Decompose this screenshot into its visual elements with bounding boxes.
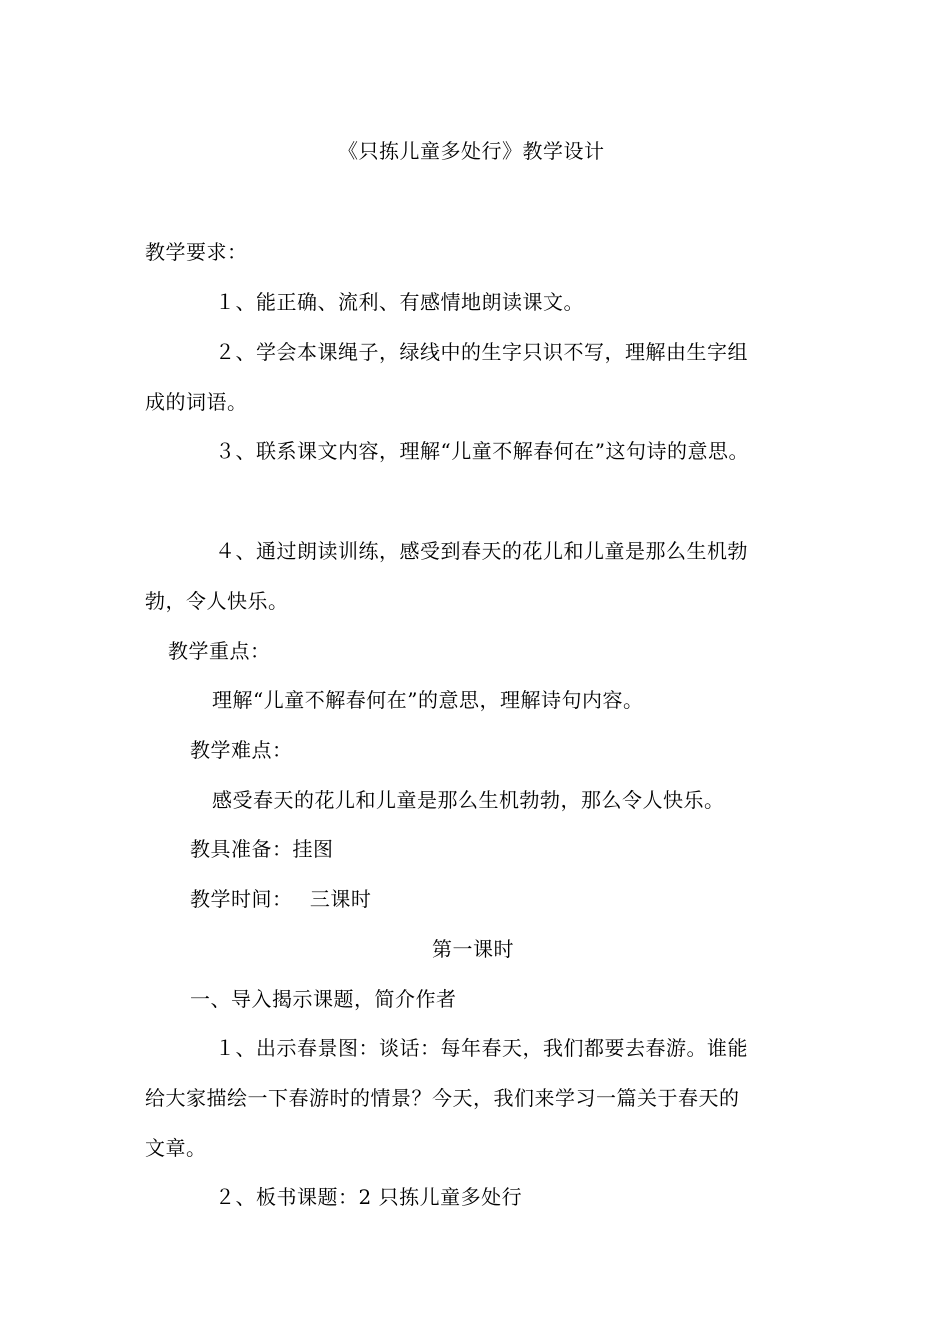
tools-line: 教具准备：挂图 — [190, 837, 334, 861]
requirements-heading: 教学要求： — [145, 240, 248, 264]
section-line: 给大家描绘一下春游时的情景？今天，我们来学习一篇关于春天的 — [145, 1086, 740, 1110]
section-heading: 一、导入揭示课题，简介作者 — [190, 987, 457, 1011]
requirement-line: 成的词语。 — [145, 390, 248, 414]
requirement-line: １、能正确、流利、有感情地朗读课文。 — [215, 290, 584, 314]
lesson-heading: 第一课时 — [432, 937, 514, 961]
document-title: 《只拣儿童多处行》教学设计 — [338, 139, 605, 163]
difficulty-heading: 教学难点： — [190, 738, 293, 762]
time-line: 教学时间： 三课时 — [190, 887, 372, 911]
requirement-line: ３、联系课文内容，理解“儿童不解春何在”这句诗的意思。 — [215, 439, 749, 463]
section-line: ２、板书课题：2 只拣儿童多处行 — [215, 1185, 523, 1209]
section-line: １、出示春景图：谈话：每年春天，我们都要去春游。谁能 — [215, 1036, 748, 1060]
key-point-text: 理解“儿童不解春何在”的意思，理解诗句内容。 — [212, 688, 644, 712]
difficulty-text: 感受春天的花儿和儿童是那么生机勃勃，那么令人快乐。 — [212, 788, 725, 812]
key-point-heading: 教学重点： — [168, 639, 271, 663]
requirement-line: ２、学会本课绳子，绿线中的生字只识不写，理解由生字组 — [215, 340, 748, 364]
requirement-line: 勃，令人快乐。 — [145, 589, 289, 613]
section-line: 文章。 — [145, 1136, 207, 1160]
requirement-line: ４、通过朗读训练，感受到春天的花儿和儿童是那么生机勃 — [215, 539, 748, 563]
